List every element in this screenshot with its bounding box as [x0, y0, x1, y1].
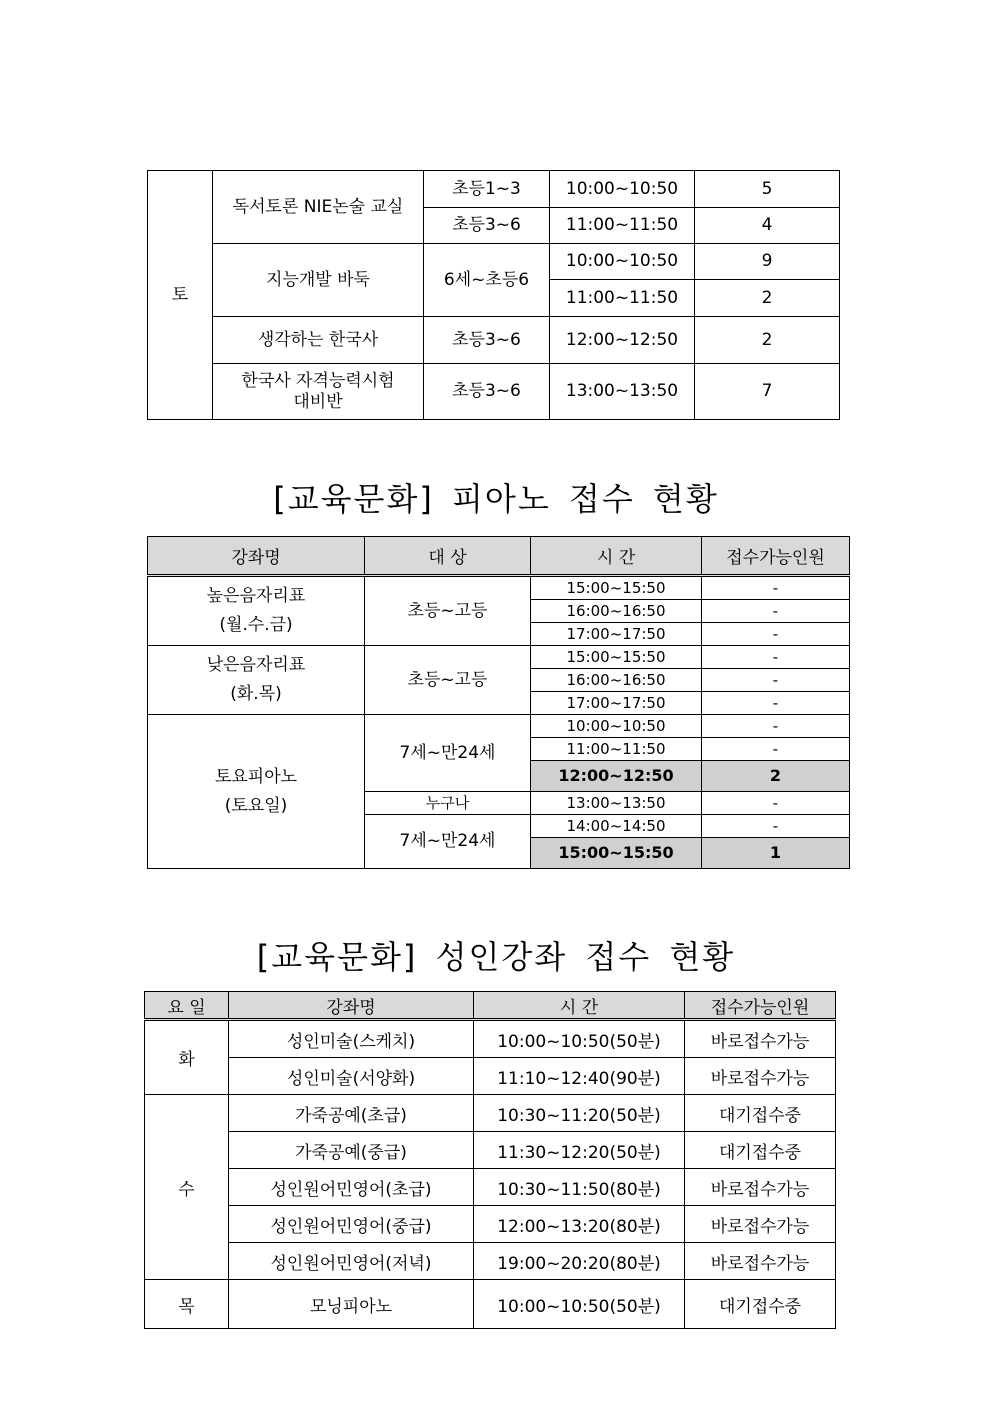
table-row [148, 646, 850, 669]
time-cell: 10:30~11:20(50분) [474, 1095, 685, 1132]
table-row [148, 576, 850, 600]
table-header-row [148, 537, 850, 576]
time-cell: 13:00~13:50 [550, 364, 695, 420]
day-cell: 화 [145, 1020, 229, 1095]
adult-section-title: [교육문화] 성인강좌 접수 현황 [256, 938, 736, 976]
count-cell: - [702, 815, 850, 838]
time-cell: 10:30~11:50(80분) [474, 1169, 685, 1206]
course-name-line1: 낮은음자리표 [206, 655, 306, 675]
course-name: 독서토론 NIE논술 교실 [213, 171, 424, 244]
count-cell: 4 [695, 208, 840, 244]
count-cell: - [702, 792, 850, 815]
time-cell: 11:00~11:50 [550, 280, 695, 317]
time-cell: 12:00~13:20(80분) [474, 1206, 685, 1243]
target-cell: 초등~고등 [365, 646, 531, 715]
time-cell: 10:00~10:50 [550, 244, 695, 280]
table-row [148, 317, 840, 364]
count-cell: - [702, 623, 850, 646]
course-name: 모닝피아노 [229, 1280, 474, 1329]
count-cell: - [702, 646, 850, 669]
time-cell: 16:00~16:50 [531, 669, 702, 692]
target-cell: 7세~만24세 [365, 715, 531, 792]
course-name-line2: 대비반 [293, 391, 343, 412]
header-count: 접수가능인원 [685, 992, 836, 1020]
count-cell-highlighted: 1 [702, 838, 850, 869]
course-name: 성인미술(서양화) [229, 1058, 474, 1095]
course-name-line1: 높은음자리표 [206, 586, 306, 606]
time-cell: 10:00~10:50(50분) [474, 1280, 685, 1329]
target-cell: 초등1~3 [424, 171, 550, 208]
status-cell: 바로접수가능 [685, 1169, 836, 1206]
table-row [148, 244, 840, 280]
time-cell-highlighted: 12:00~12:50 [531, 761, 702, 792]
time-cell: 13:00~13:50 [531, 792, 702, 815]
piano-section-title: [교육문화] 피아노 접수 현황 [273, 480, 719, 518]
header-course: 강좌명 [229, 992, 474, 1020]
day-cell: 토 [148, 171, 213, 420]
course-name: 지능개발 바둑 [213, 244, 424, 317]
header-target: 대 상 [365, 537, 531, 576]
time-cell: 11:00~11:50 [550, 208, 695, 244]
count-cell: 9 [695, 244, 840, 280]
table-row [145, 1132, 836, 1169]
course-name-line2: (화.목) [230, 684, 282, 704]
status-cell: 바로접수가능 [685, 1243, 836, 1280]
table-row [145, 1169, 836, 1206]
status-cell: 바로접수가능 [685, 1058, 836, 1095]
target-cell: 7세~만24세 [365, 815, 531, 869]
count-cell: - [702, 576, 850, 600]
time-cell: 15:00~15:50 [531, 646, 702, 669]
time-cell: 17:00~17:50 [531, 692, 702, 715]
table-row [145, 1206, 836, 1243]
time-cell: 15:00~15:50 [531, 576, 702, 600]
time-cell: 19:00~20:20(80분) [474, 1243, 685, 1280]
table-row [145, 1020, 836, 1058]
course-name [148, 715, 365, 869]
count-cell: - [702, 692, 850, 715]
status-cell: 바로접수가능 [685, 1206, 836, 1243]
table-row [148, 171, 840, 208]
course-name [148, 576, 365, 646]
time-cell: 12:00~12:50 [550, 317, 695, 364]
time-cell: 10:00~10:50(50분) [474, 1020, 685, 1058]
course-name-line1: 한국사 자격능력시험 [241, 370, 395, 391]
header-time: 시 간 [474, 992, 685, 1020]
course-name-line2: (월.수.금) [219, 615, 293, 635]
time-cell: 14:00~14:50 [531, 815, 702, 838]
header-day: 요 일 [145, 992, 229, 1020]
course-name-line1: 토요피아노 [214, 766, 298, 787]
time-cell: 11:30~12:20(50분) [474, 1132, 685, 1169]
table-row [145, 1243, 836, 1280]
time-cell-highlighted: 15:00~15:50 [531, 838, 702, 869]
target-cell: 초등~고등 [365, 576, 531, 646]
count-cell: 2 [695, 317, 840, 364]
time-cell: 17:00~17:50 [531, 623, 702, 646]
header-course: 강좌명 [148, 537, 365, 576]
count-cell: - [702, 600, 850, 623]
status-cell: 대기접수중 [685, 1095, 836, 1132]
target-cell: 초등3~6 [424, 208, 550, 244]
course-name-line2: (토요일) [224, 795, 288, 816]
saturday-class-table [147, 170, 840, 420]
count-cell-highlighted: 2 [702, 761, 850, 792]
course-name: 생각하는 한국사 [213, 317, 424, 364]
course-name [148, 646, 365, 715]
target-cell: 초등3~6 [424, 317, 550, 364]
time-cell: 11:10~12:40(90분) [474, 1058, 685, 1095]
time-cell: 10:00~10:50 [550, 171, 695, 208]
target-cell: 초등3~6 [424, 364, 550, 420]
table-row [145, 1058, 836, 1095]
table-row [145, 1095, 836, 1132]
course-name [213, 364, 424, 420]
course-name: 성인원어민영어(초급) [229, 1169, 474, 1206]
course-name: 성인원어민영어(저녁) [229, 1243, 474, 1280]
target-cell: 누구나 [365, 792, 531, 815]
day-cell: 수 [145, 1095, 229, 1280]
adult-course-table [144, 991, 836, 1329]
course-name: 성인원어민영어(중급) [229, 1206, 474, 1243]
count-cell: 5 [695, 171, 840, 208]
count-cell: - [702, 715, 850, 738]
table-row [145, 1280, 836, 1329]
count-cell: 2 [695, 280, 840, 317]
count-cell: - [702, 669, 850, 692]
time-cell: 16:00~16:50 [531, 600, 702, 623]
table-header-row [145, 992, 836, 1020]
course-name: 가죽공예(중급) [229, 1132, 474, 1169]
status-cell: 대기접수중 [685, 1132, 836, 1169]
course-name: 성인미술(스케치) [229, 1020, 474, 1058]
status-cell: 바로접수가능 [685, 1020, 836, 1058]
time-cell: 11:00~11:50 [531, 738, 702, 761]
piano-table [147, 536, 850, 869]
course-name: 가죽공예(초급) [229, 1095, 474, 1132]
time-cell: 10:00~10:50 [531, 715, 702, 738]
day-cell: 목 [145, 1280, 229, 1329]
header-count: 접수가능인원 [702, 537, 850, 576]
header-time: 시 간 [531, 537, 702, 576]
status-cell: 대기접수중 [685, 1280, 836, 1329]
target-cell: 6세~초등6 [424, 244, 550, 317]
table-row [148, 364, 840, 420]
count-cell: - [702, 738, 850, 761]
table-row [148, 715, 850, 738]
count-cell: 7 [695, 364, 840, 420]
